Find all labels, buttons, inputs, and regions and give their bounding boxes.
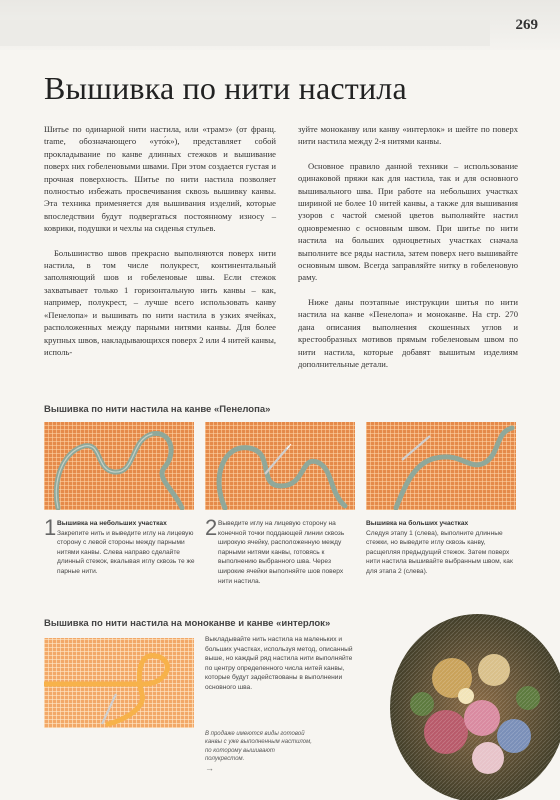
step-text: Закрепите нить и выведите иглу на лицевую сторону с левой стороны между парными нитями канвы. Слева направо сделайте длинный стежок, вкалывая иглу сквозь те же парные нити. — [57, 529, 195, 575]
step-1-instructions — [44, 515, 196, 577]
paragraph: Основное правило данной техники – использование одинаковой пряжи как для настила, так и для основного вышивального шва. При работе на небольших участках шириной не более 10 нитей канвы, а также для вышивания узоров с частой сменой цветов выполняйте настил одновременно с основным швом. При шитье по нити настила на больших одноцветных участках сначала выполните все ряды настила, затем поверх него вышивайте основным швом. Всегда заправляйте нитку в гобеленовую раму. — [298, 160, 518, 283]
paragraph: Ниже даны поэтапные инструкции шитья по нити настила на канве «Пенелопа» и моноканве. На стр. 270 дана описания выполнения скошенных углов и крестообразных мотивов прямым гобеленовым швом по нити настила, которые добавят вышитым изделиям дополнительные детали. — [298, 296, 518, 369]
yarn-strand-icon — [44, 422, 194, 510]
page-header-band — [0, 0, 560, 50]
monocanvas-instructions: Выкладывайте нить настила на маленьких и больших участках, используя метод, описанный выше, но каждый ряд настила нити выполняйте по центру определенного числа нитей канвы, которые будут задействованы в выполнении основного шва. — [205, 636, 353, 691]
step-text: Выведите иглу на лицевую сторону на конечной точки поддающей линии сквозь широкую ячейку, расположенную между парными нитями канвы, готовясь к выполнению выбранного шва. Через широкие ячейки выполняйте шов поверх нити настила. — [218, 520, 345, 585]
step2-photo — [205, 422, 355, 510]
step-2-instructions — [205, 515, 359, 586]
step-text: Следуя этапу 1 (слева), выполните длинные стежки, но выведите иглу сквозь канву, расщепляя предыдущий стежок. Затем поверх нити настила вышивайте выбранным швом, как для этапа 2 (слева). — [366, 529, 513, 575]
right-text-column — [298, 123, 518, 382]
step1-photo — [44, 422, 194, 510]
step-heading: Вышивка на небольших участках — [57, 520, 167, 527]
left-text-column — [44, 123, 276, 370]
monocanvas-photo — [44, 638, 194, 728]
needle-icon — [102, 694, 116, 724]
photo-caption — [205, 730, 315, 773]
header-band-decoration — [0, 20, 490, 46]
step3-photo — [366, 422, 516, 510]
needle-icon — [402, 436, 430, 460]
arrow-right-icon: → — [205, 762, 214, 773]
paragraph: зуйте моноканву или канву «интерлок» и шейте по поверх нити настила между 2-я нитями канвы. — [298, 124, 518, 147]
caption-text: В продаже имеются виды готовой канвы с уже выполненным настилом, по которому вышивают полукрестом. — [205, 731, 312, 763]
step-heading: Вышивка на больших участках — [366, 520, 469, 527]
embroidered-cushion-photo — [382, 608, 560, 800]
page-title: Вышивка по нити настила — [44, 70, 407, 106]
section-heading-monocanvas: Вышивка по нити настила на моноканве и канве «интерлок» — [44, 618, 331, 629]
paragraph: Большинство швов прекрасно выполняются поверх нити настила, в том числе полукрест, континентальный заполняющий шов и гобеленовые швы. Если стежок захватывает только 1 горизонтальную нить канвы – как, например, полукрест, – лучше всего использовать канву «Пенелопа» и вышивать по нити настила в узких ячейках, расположенных между парными нитями канвы. Для более крупных швов, накладывающихся поверх 2 или 4 нитей канвы, исполь- — [44, 247, 276, 357]
needle-icon — [265, 446, 289, 474]
step-number: 1 — [44, 515, 57, 540]
section-heading-penelope: Вышивка по нити настила на канве «Пенелопа» — [44, 404, 271, 415]
page-number: 269 — [515, 17, 538, 33]
step-number: 2 — [205, 515, 218, 540]
step-3-instructions — [366, 519, 516, 577]
paragraph: Шитье по одинарной нити настила, или «трамэ» (от франц. trame, обозначающего «уто́к»), представляет собой прокладывание по канве длинных стежков и вышивание поверх них гобеленовыми швами. При этом создается густая и прочная поверхность. Шитье по нити настила позволяет полностью избежать просвечивания сквозь вышивку канвы. Эта техника применяется для вышивания изделий, которые впоследствии будут подвергаться постоянному износу – коврики, подушки и чехлы на сиденья стульев. — [44, 124, 276, 234]
